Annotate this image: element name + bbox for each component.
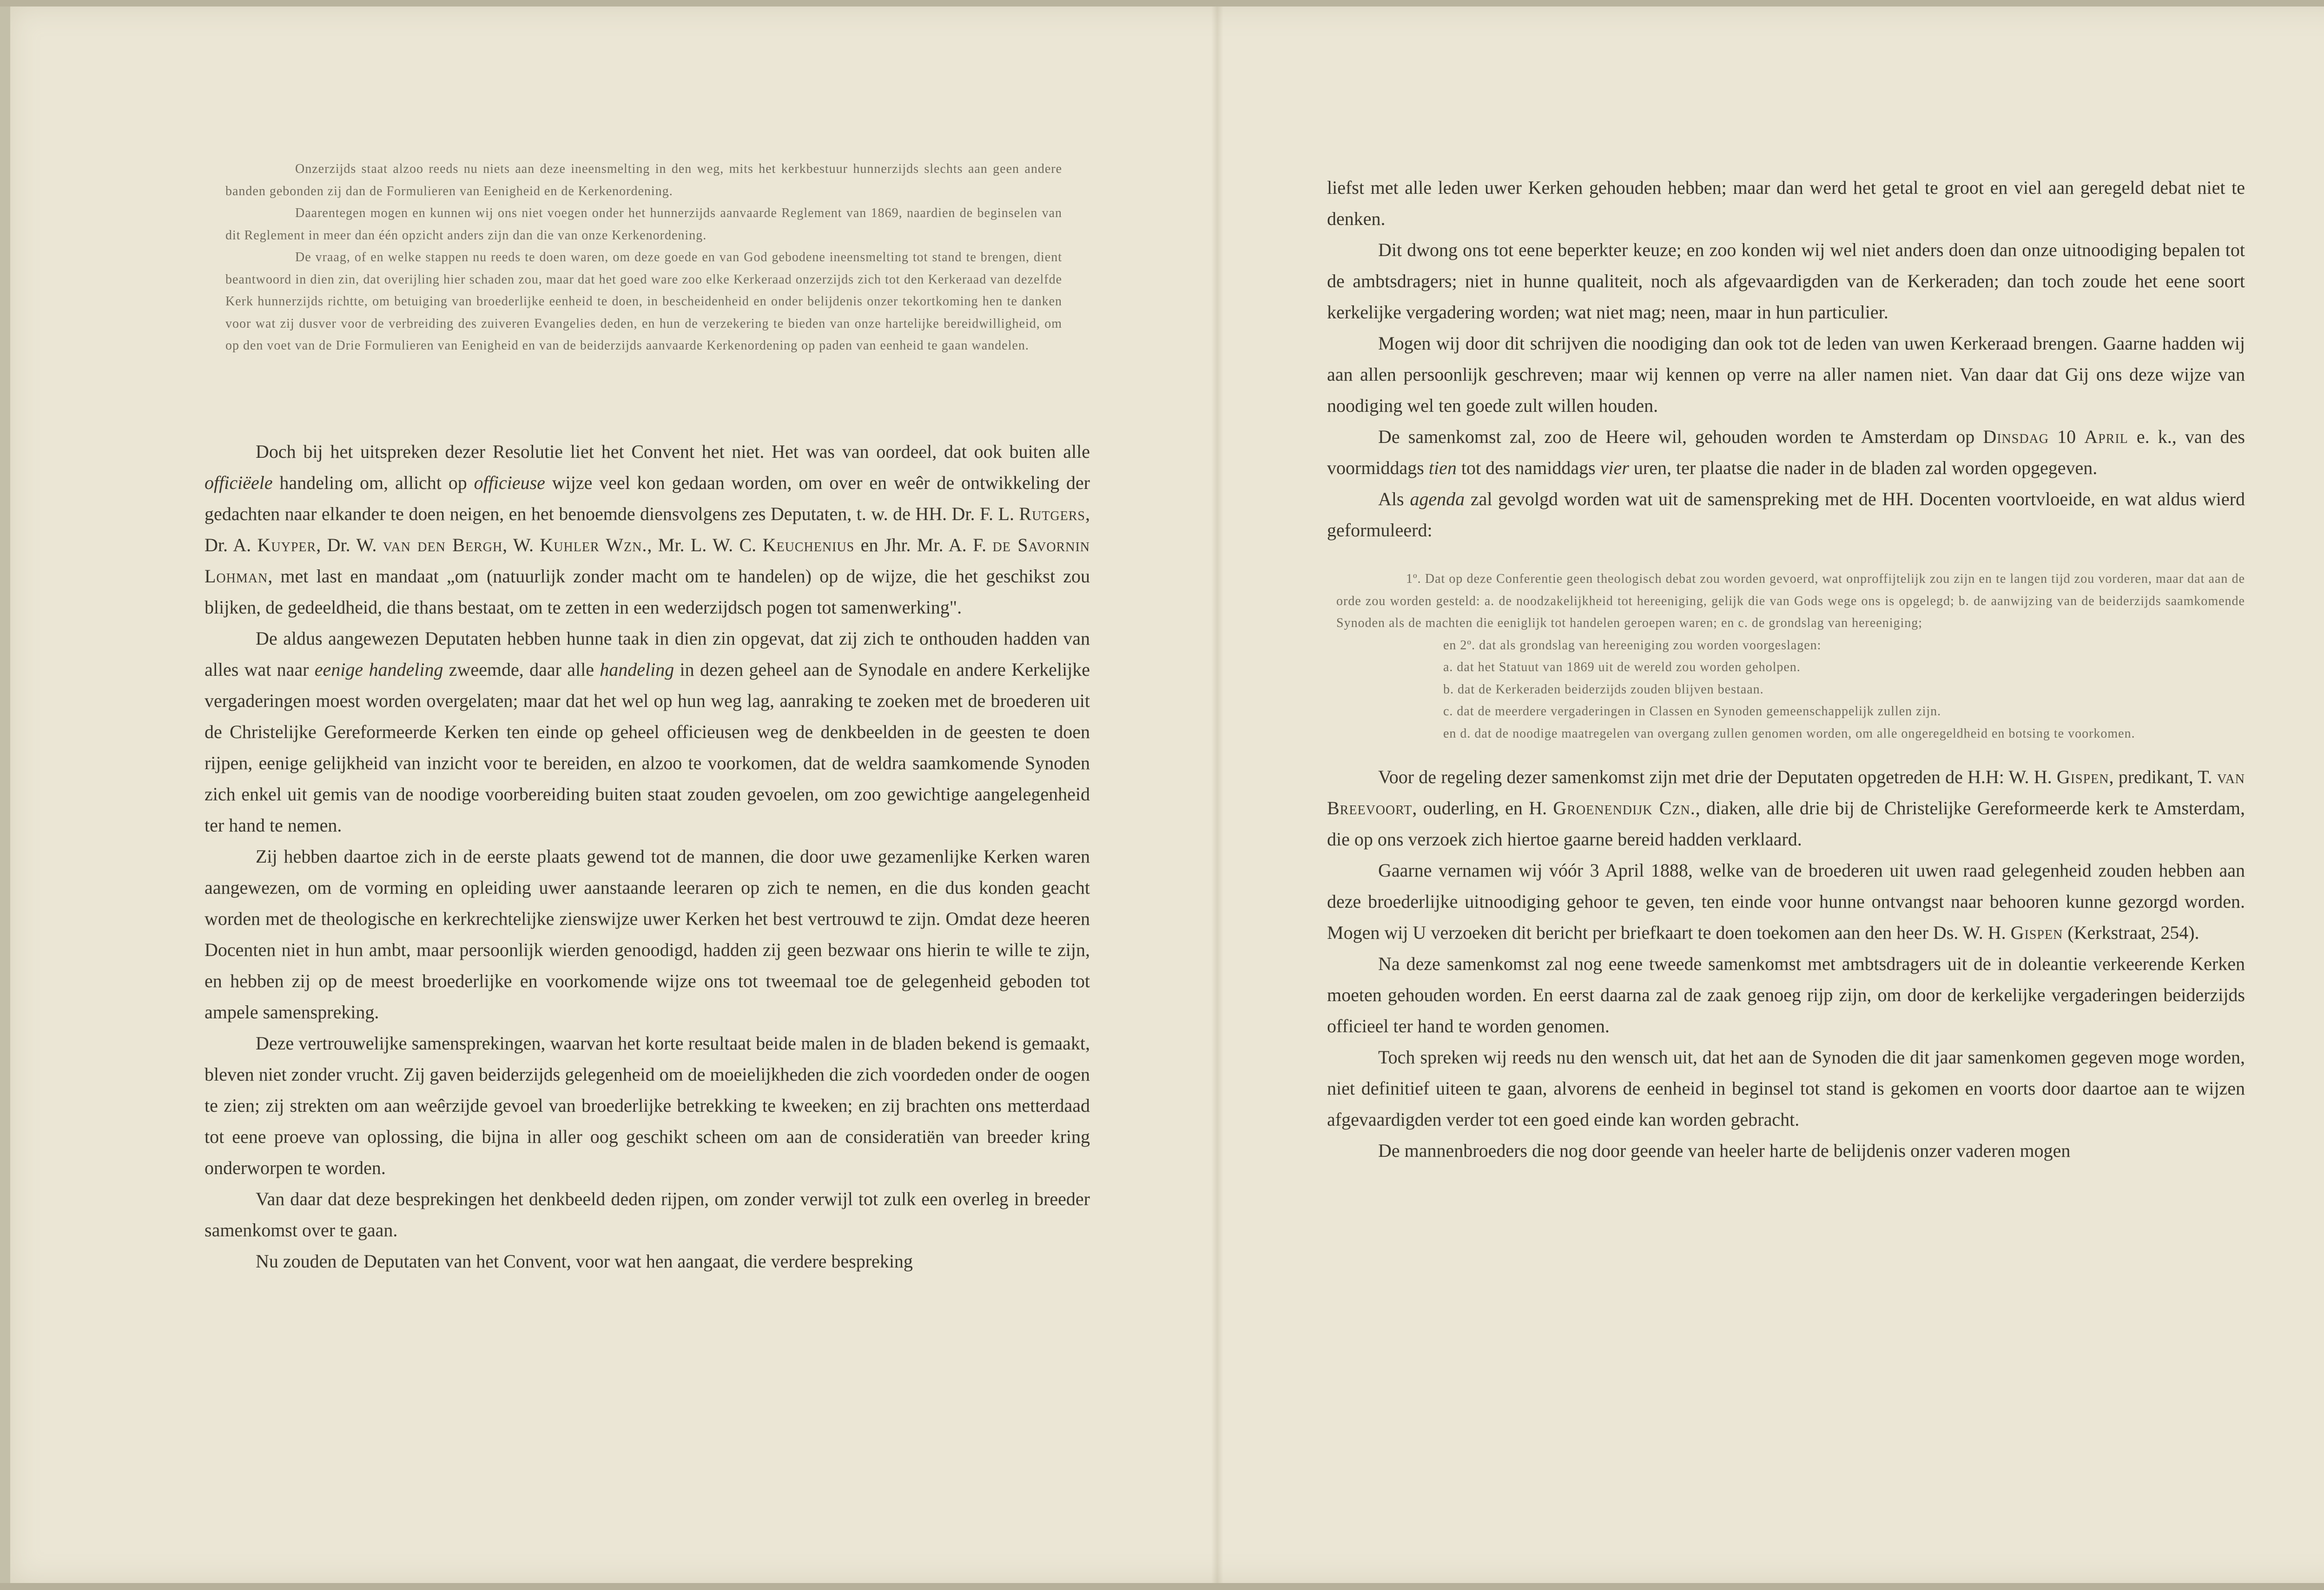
paragraph: De mannenbroeders die nog door geende van heeler harte de belijdenis onzer vaderen mogen xyxy=(1378,1140,2071,1161)
paragraph xyxy=(1327,761,2245,855)
person-name: Kuhler Wzn. xyxy=(540,534,647,555)
agenda-item: a. dat het Statuut van 1869 uit de wereld zou worden geholpen. xyxy=(1443,660,1801,674)
emphasis: eenige handeling xyxy=(314,659,443,680)
paragraph: Mogen wij door dit schrijven die noodiging dan ook tot de leden van uwen Kerkeraad brengen. Gaarne hadden wij aan allen persoonlijk geschreven; maar wij kennen op verre na aller namen niet. Van daar dat Gij ons deze wijze van noodiging wel ten goede zult willen houden. xyxy=(1327,333,2245,416)
emphasis: officieuse xyxy=(474,472,545,493)
paragraph xyxy=(1327,483,2245,546)
text-run: uren, ter plaatse die nader in de bladen zal worden opgegeven. xyxy=(1629,457,2098,478)
agenda-last: en d. dat de noodige maatregelen van overgang zullen genomen worden, om alle ongeregeldheid en botsing te voorkomen. xyxy=(1443,726,2135,741)
paragraph xyxy=(1327,855,2245,948)
scan-top-border xyxy=(0,0,2324,7)
left-page xyxy=(205,139,1090,1277)
paragraph: Toch spreken wij reeds nu den wensch uit, dat het aan de Synoden die dit jaar samenkomen gegeven moge worden, niet definitief uiteen te gaan, alvorens de eenheid in beginsel tot stand is gekomen en voorts door daartoe aan te wijzen afgevaardigden verder tot een goed einde kan worden gebracht. xyxy=(1327,1047,2245,1130)
right-body-text-2 xyxy=(1327,761,2245,1166)
text-run: , Dr. W. xyxy=(316,534,383,555)
person-name: Rutgers xyxy=(1019,503,1085,524)
emphasis: agenda xyxy=(1410,488,1465,509)
text-run: Doch bij het uitspreken dezer Resolutie liet het Convent het niet. Het was van oordeel, dat ook buiten alle xyxy=(256,441,1090,462)
text-run: zweemde, daar alle xyxy=(443,659,600,680)
emphasis: vier xyxy=(1600,457,1629,478)
text-run: , Mr. L. W. C. xyxy=(647,534,763,555)
text-run: , ouderling, en H. xyxy=(1412,798,1553,818)
center-fold xyxy=(1211,7,1223,1583)
left-body-text xyxy=(205,436,1090,1277)
agenda-item: b. dat de Kerkeraden beiderzijds zouden blijven bestaan. xyxy=(1443,682,1764,697)
paragraph xyxy=(205,436,1090,623)
text-run: tot des namiddags xyxy=(1456,457,1600,478)
paragraph: Nu zouden de Deputaten van het Convent, voor wat hen aangaat, die verdere bespreking xyxy=(256,1250,913,1272)
emphasis: handeling xyxy=(600,659,674,680)
text-run: e. k., van des voormiddags xyxy=(1327,426,2245,478)
agenda-item: c. dat de meerdere vergaderingen in Classen en Synoden gemeenschappelijk zullen zijn. xyxy=(1443,704,1941,719)
text-run: zal gevolgd worden wat uit de samenspreking met de HH. Docenten voortvloeide, en wat aldus wierd geformuleerd: xyxy=(1327,488,2245,541)
preamble-paragraph: Onzerzijds staat alzoo reeds nu niets aan deze ineensmelting in den weg, mits het kerkbestuur hunnerzijds slechts aan geen andere banden gebonden zij dan de Formulieren van Eenigheid en de Kerkenordening. xyxy=(225,162,1062,198)
text-run: De aldus aangewezen Deputaten hebben hunne taak in dien zin opgevat, dat zij zich te onthouden hadden van alles wat naar xyxy=(205,627,1090,680)
agenda-block xyxy=(1327,568,2245,745)
text-run: handeling om, allicht op xyxy=(272,472,474,493)
text-run: Voor de regeling dezer samenkomst zijn met drie der Deputaten opgetreden de H.H: W. H. xyxy=(1378,766,2057,787)
text-run: (Kerkstraat, 254). xyxy=(2063,922,2199,943)
text-run: wijze veel kon gedaan worden, om over en weêr de ontwikkeling der gedachten naar elkander te doen neigen, en het benoemde diensvolgens zes Deputaten, t. w. de HH. Dr. F. L. xyxy=(205,472,1090,524)
agenda-first: 1º. Dat op deze Conferentie geen theologisch debat zou worden gevoerd, wat onproffijtelijk zou zijn en te langen tijd zou vorderen, maar dat aan de orde zou worden gesteld: a. de noodzakelijkheid tot hereeniging, gelijk die van Gods wege ons is opgelegd; b. de aanwijzing van de beiderzijds saamkomende Synoden als de machten die eeniglijk tot handelen geroepen waren; en c. de grondslag van hereeniging; xyxy=(1336,572,2245,630)
text-run: Gaarne vernamen wij vóór 3 April 1888, welke van de broederen uit uwen raad gelegenheid zouden hebben aan deze broederlijke uitnoodiging gehoor te geven, ten einde voor hunne ontvangst naar behooren kunne gezorgd worden. Mogen wij U verzoeken dit bericht per briefkaart te doen toekomen aan den heer Ds. W. H. xyxy=(1327,860,2245,943)
text-run: , met last en mandaat „om (natuurlijk zonder macht om te handelen) op de wijze, die het geschikst zou blijken, de gedeeldheid, die thans bestaat, om te zetten in een wederzijdsch pogen tot samenwerking". xyxy=(205,565,1090,618)
person-name: Gispen xyxy=(2056,766,2109,787)
person-name: Keuchenius xyxy=(762,534,855,555)
text-run: Als xyxy=(1378,488,1410,509)
person-name: Kuyper xyxy=(257,534,317,555)
text-run: in dezen geheel aan de Synodale en andere Kerkelijke vergaderingen moest worden overgelaten; maar dat het wel op hun weg lag, aanraking te zoeken met de broederen uit de Christelijke Gereformeerde Kerken ten einde op geheel officieusen weg de denkbeelden in de geesten te doen rijpen, eenige gelijkheid van inzicht voor te bereiden, en alzoo te voorkomen, dat de weldra saamkomende Synoden zich enkel uit gemis van de noodige voorbereiding buiten staat zouden gevoelen, om zoo gewichtige aangelegenheid ter hand te nemen. xyxy=(205,659,1090,836)
right-page xyxy=(1327,139,2245,1166)
person-name: Groenendijk Czn. xyxy=(1553,798,1696,818)
emphasis: tien xyxy=(1428,457,1457,478)
text-run: en Jhr. Mr. A. F. xyxy=(854,534,993,555)
scan-bottom-border xyxy=(0,1583,2324,1590)
paragraph: Van daar dat deze besprekingen het denkbeeld deden rijpen, om zonder verwijl tot zulk een overleg in breeder samenkomst over te gaan. xyxy=(205,1188,1090,1240)
weekday: Dinsdag xyxy=(1983,426,2049,447)
text-run: , predikant, T. xyxy=(2109,766,2217,787)
text-run: , W. xyxy=(502,534,540,555)
preamble-block xyxy=(205,158,1090,357)
preamble-paragraph: Daarentegen mogen en kunnen wij ons niet voegen onder het hunnerzijds aanvaarde Reglement van 1869, naardien de beginselen van dit Reglement in meer dan één opzicht anders zijn dan die van onze Kerkenordening. xyxy=(225,206,1062,243)
paragraph xyxy=(205,623,1090,841)
right-body-text xyxy=(1327,172,2245,546)
paragraph: Na deze samenkomst zal nog eene tweede samenkomst met ambtsdragers uit de in doleantie verkeerende Kerken moeten gehouden worden. En eerst daarna zal de zaak genoeg rijp zijn, om door de kerkelijke vergaderingen beiderzijds officieel ter hand te worden genomen. xyxy=(1327,953,2245,1036)
person-name: Gispen xyxy=(2010,922,2063,943)
preamble-paragraph: De vraag, of en welke stappen nu reeds te doen waren, om deze goede en van God gebodene ineensmelting tot stand te brengen, dient beantwoord in dien zin, dat overijling hier schaden zou, maar dat het goed ware zoo elke Kerkeraad onzerzijds zich tot den Kerkeraad van dezelfde Kerk hunnerzijds richtte, om betuiging van broederlijke eenheid te doen, in bescheidenheid en onder belijdenis onzer tekortkoming hen te danken voor wat zij dusver voor de verbreiding des zuiveren Evangelies deden, en hun de verzekering te bieden van onze hartelijke bereidwilligheid, om op den voet van de Drie Formulieren van Eenigheid en van de beiderzijds aanvaarde Kerkenordening op paden van eenheid te gaan wandelen. xyxy=(225,250,1062,353)
paragraph: Dit dwong ons tot eene beperkter keuze; en zoo konden wij wel niet anders doen dan onze uitnoodiging bepalen tot de ambtsdragers; niet in hunne qualiteit, noch als afgevaardigden van de Kerkeraden; dan toch zoude het eene soort kerkelijke vergadering worden; wat niet mag; neen, maar in hun particulier. xyxy=(1327,239,2245,323)
person-name: van Breevoort xyxy=(1327,766,2245,818)
emphasis: officiëele xyxy=(205,472,273,493)
text-run: , Dr. A. xyxy=(205,503,1090,555)
month: April xyxy=(2084,426,2128,447)
paragraph: liefst met alle leden uwer Kerken gehouden hebben; maar dan werd het getal te groot en viel aan geregeld debat niet te denken. xyxy=(1327,177,2245,229)
person-name: de Savornin Lohman xyxy=(205,534,1090,587)
text-run: , diaken, alle drie bij de Christelijke Gereformeerde kerk te Amsterdam, die op ons verzoek zich hiertoe gaarne bereid hadden verklaard. xyxy=(1327,798,2245,850)
paragraph: Deze vertrouwelijke samensprekingen, waarvan het korte resultaat beide malen in de bladen bekend is gemaakt, bleven niet zonder vrucht. Zij gaven beiderzijds gelegenheid om de moeielijkheden die zich voordeden onder de oogen te zien; zij strekten om aan weêrzijde gevoel van broederlijke betrekking te kweeken; en zij brachten ons metterdaad tot eene proeve van oplossing, die bijna in aller oog geschikt scheen om aan de consideratiën van breeder kring onderworpen te worden. xyxy=(205,1032,1090,1178)
agenda-second: en 2º. dat als grondslag van hereeniging zou worden voorgeslagen: xyxy=(1443,638,1822,653)
paragraph: Zij hebben daartoe zich in de eerste plaats gewend tot de mannen, die door uwe gezamenlijke Kerken waren aangewezen, om de vorming en opleiding uwer aanstaande leeraren op zich te nemen, en die dus konden geacht worden met de theologische en kerkrechtelijke zienswijze uwer Kerken het best vertrouwd te zijn. Omdat deze heeren Docenten niet in hun ambt, maar persoonlijk wierden genoodigd, hadden zij geen bezwaar ons hierin te wille te zijn, en hebben zij op de meest broederlijke en voorkomende wijze ons tot tweemaal toe de gelegenheid geboden tot ampele samenspreking. xyxy=(205,845,1090,1023)
text-run: 10 xyxy=(2048,426,2085,447)
paragraph xyxy=(1327,421,2245,483)
person-name: van den Bergh xyxy=(383,534,503,555)
text-run: De samenkomst zal, zoo de Heere wil, gehouden worden te Amsterdam op xyxy=(1378,426,1983,447)
